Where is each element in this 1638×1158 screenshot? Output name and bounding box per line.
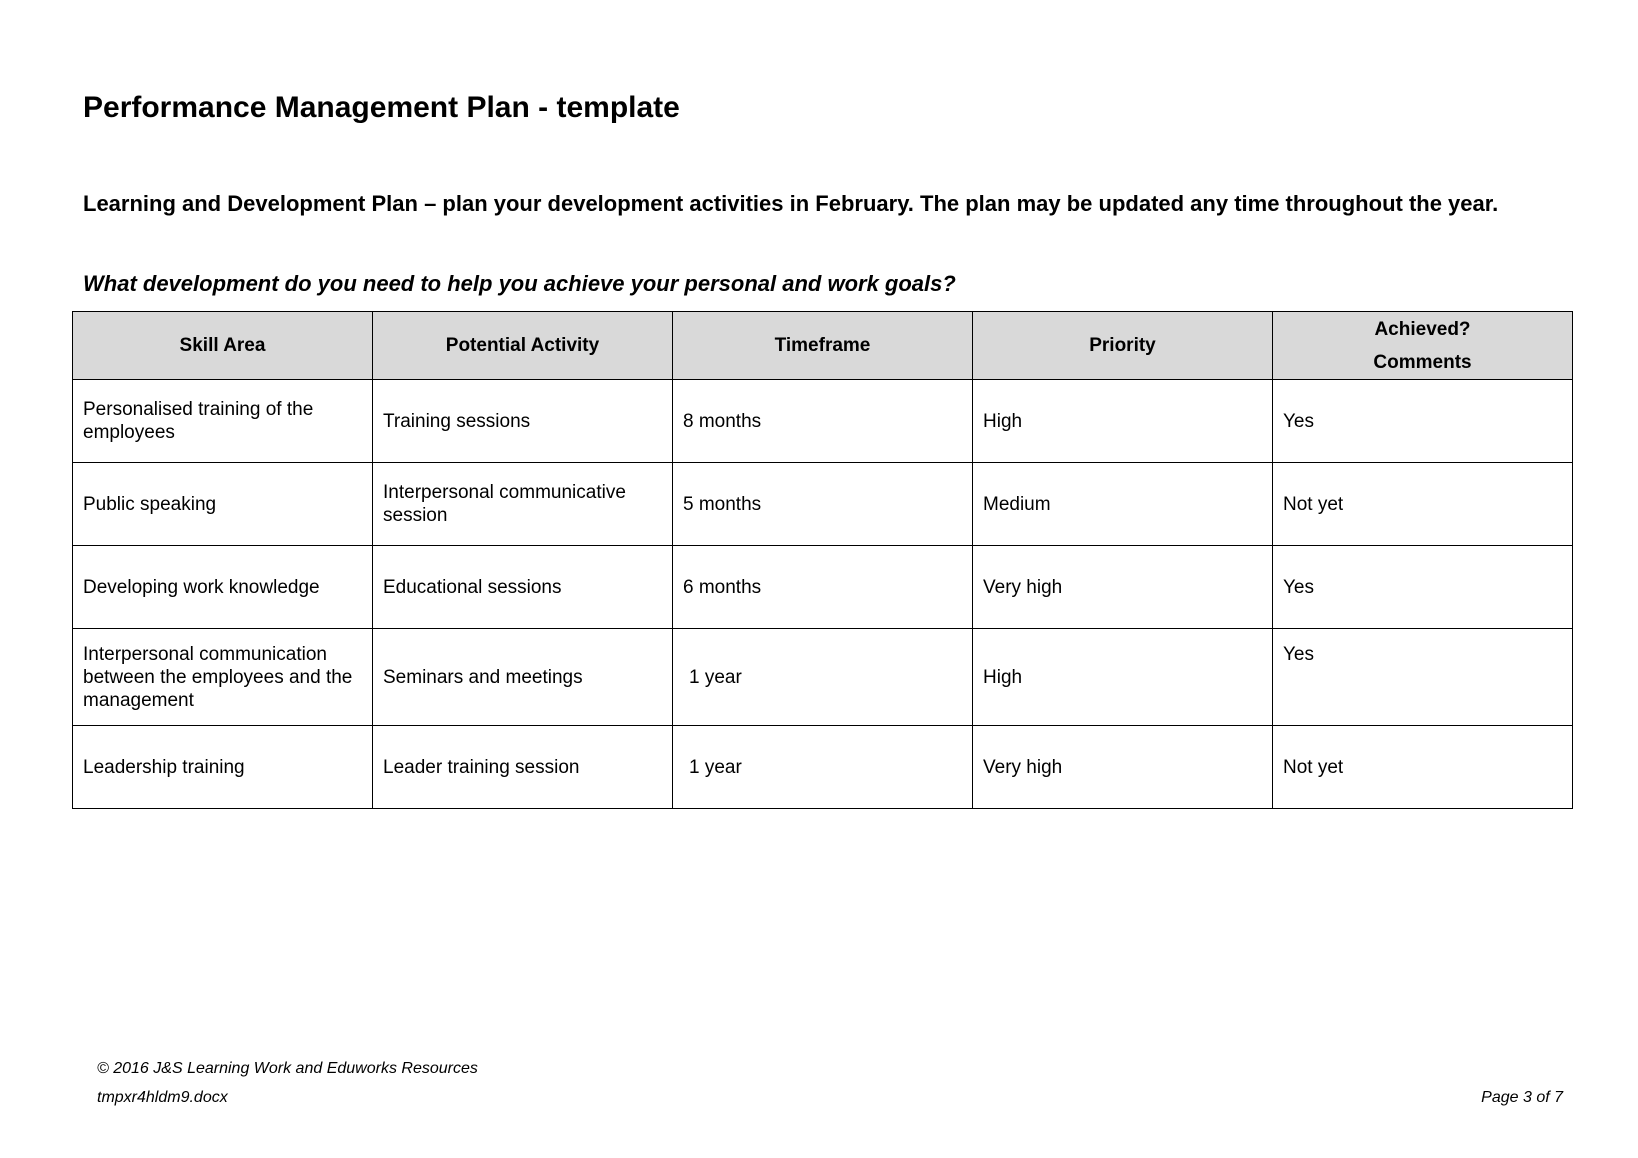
- table-row: [73, 463, 1573, 546]
- cell-achieved: Yes: [1273, 629, 1573, 726]
- cell-skill-area: Leadership training: [73, 726, 373, 809]
- cell-timeframe: 5 months: [673, 463, 973, 546]
- cell-priority: Very high: [973, 726, 1273, 809]
- question-heading: What development do you need to help you achieve your personal and work goals?: [83, 271, 956, 296]
- cell-achieved: Not yet: [1273, 726, 1573, 809]
- cell-priority: High: [973, 380, 1273, 463]
- table-row: [73, 546, 1573, 629]
- footer-copyright: © 2016 J&S Learning Work and Eduworks Resources: [97, 1060, 478, 1077]
- cell-priority: Medium: [973, 463, 1273, 546]
- table-row: [73, 629, 1573, 726]
- cell-skill-area: Developing work knowledge: [73, 546, 373, 629]
- table-header: [73, 312, 1573, 380]
- header-comments: Comments: [1373, 351, 1472, 373]
- cell-timeframe: 6 months: [673, 546, 973, 629]
- footer-page-number: Page 3 of 7: [1481, 1089, 1563, 1106]
- page-title: Performance Management Plan - template: [83, 91, 680, 124]
- header-potential-activity: Potential Activity: [373, 312, 673, 380]
- header-timeframe: Timeframe: [673, 312, 973, 380]
- cell-achieved: Not yet: [1273, 463, 1573, 546]
- cell-priority: Very high: [973, 546, 1273, 629]
- cell-activity: Educational sessions: [373, 546, 673, 629]
- header-skill-area: Skill Area: [73, 312, 373, 380]
- cell-timeframe: [673, 726, 973, 809]
- cell-activity: Leader training session: [373, 726, 673, 809]
- header-achieved-comments: [1273, 312, 1573, 380]
- table-row: [73, 726, 1573, 809]
- cell-activity: Seminars and meetings: [373, 629, 673, 726]
- cell-skill-area: Personalised training of the employees: [73, 380, 373, 463]
- intro-paragraph: Learning and Development Plan – plan your development activities in February. The plan may be updated any time throughout the year.: [83, 191, 1499, 216]
- cell-achieved: Yes: [1273, 380, 1573, 463]
- table-row: [73, 380, 1573, 463]
- cell-timeframe-text: 1 year: [689, 666, 742, 688]
- cell-activity: Training sessions: [373, 380, 673, 463]
- cell-priority: High: [973, 629, 1273, 726]
- cell-achieved: Yes: [1273, 546, 1573, 629]
- cell-timeframe-text: 1 year: [689, 756, 742, 778]
- cell-timeframe: 8 months: [673, 380, 973, 463]
- cell-skill-area: Public speaking: [73, 463, 373, 546]
- header-achieved: Achieved?: [1374, 318, 1471, 340]
- table-body: [73, 380, 1573, 809]
- development-plan-table: [72, 311, 1573, 809]
- footer-filename: tmpxr4hldm9.docx: [97, 1089, 228, 1106]
- cell-activity: Interpersonal communicative session: [373, 463, 673, 546]
- header-row: [73, 312, 1573, 380]
- header-priority: Priority: [973, 312, 1273, 380]
- cell-skill-area: Interpersonal communication between the employees and the management: [73, 629, 373, 726]
- cell-timeframe: [673, 629, 973, 726]
